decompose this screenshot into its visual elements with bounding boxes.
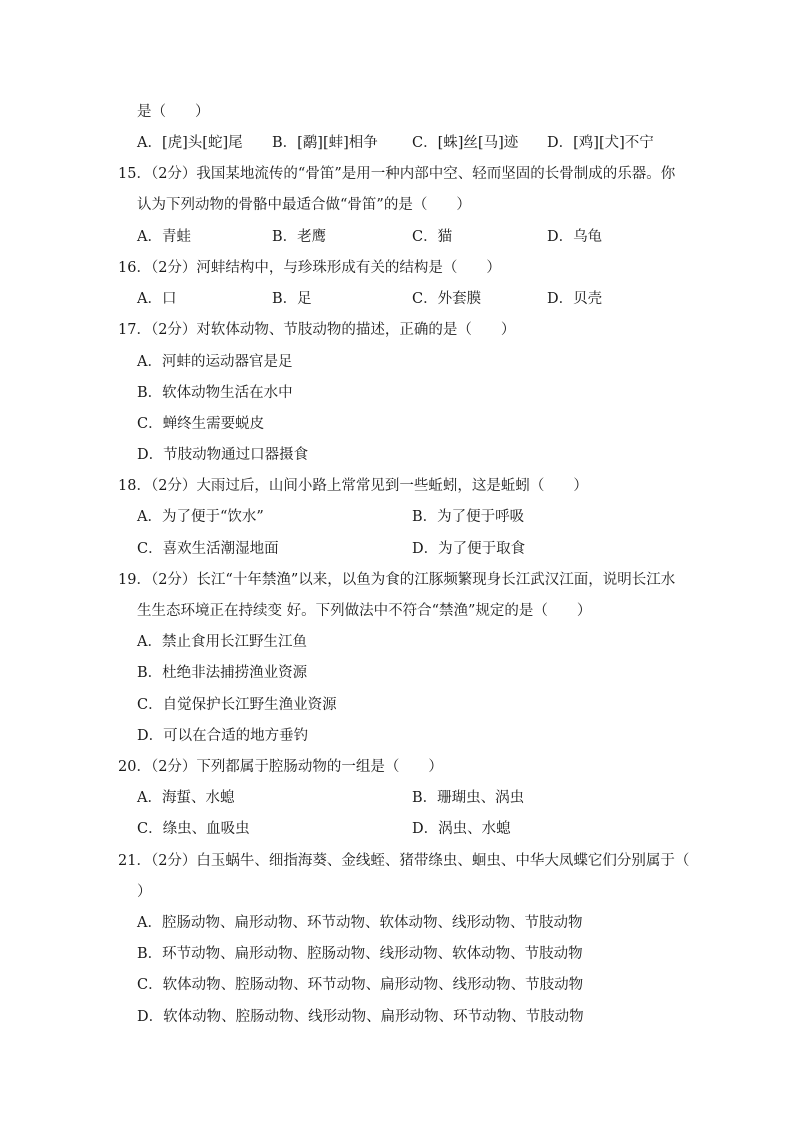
q18-option-c: C．喜欢生活潮湿地面 <box>137 541 279 557</box>
q20-option-c: C．绦虫、血吸虫 <box>137 821 250 837</box>
q14-option-a: A．[虎]头[蛇]尾 <box>137 135 243 151</box>
question-15-line-1: 15．（2分）我国某地流传的“骨笛”是用一种内部中空、轻而坚固的长骨制成的乐器。你 <box>118 166 676 182</box>
q17-option-d: D．节肢动物通过口器摄食 <box>137 447 309 463</box>
question-21-line-1: 21．（2分）白玉蜗牛、细指海葵、金线蛭、猪带绦虫、蛔虫、中华大凤蝶它们分别属于（ <box>118 853 690 869</box>
q17-option-b: B．软体动物生活在水中 <box>137 385 293 401</box>
question-19-line-1: 19．（2分）长江“十年禁渔”以来，以鱼为食的江豚频繁现身长江武汉江面，说明长江水 <box>118 572 676 588</box>
q15-option-c: C．猫 <box>412 229 453 245</box>
q19-option-a: A．禁止食用长江野生江鱼 <box>137 634 307 650</box>
q19-option-c: C．自觉保护长江野生渔业资源 <box>137 697 337 713</box>
q15-option-a: A．青蛙 <box>137 229 191 245</box>
q20-option-d: D．涡虫、水螅 <box>412 821 511 837</box>
q16-option-c: C．外套膜 <box>412 291 482 307</box>
question-16-line-1: 16．（2分）河蚌结构中，与珍珠形成有关的结构是（ ） <box>118 260 501 276</box>
q20-option-b: B．珊瑚虫、涡虫 <box>412 790 525 806</box>
q19-option-b: B．杜绝非法捕捞渔业资源 <box>137 665 308 681</box>
q15-option-b: B．老鹰 <box>272 229 327 245</box>
question-21-line-2: ） <box>137 884 152 900</box>
q18-option-d: D．为了便于取食 <box>412 541 526 557</box>
question-17-line-1: 17．（2分）对软体动物、节肢动物的描述，正确的是（ ） <box>118 322 516 338</box>
q21-option-c: C．软体动物、腔肠动物、环节动物、扁形动物、线形动物、节肢动物 <box>137 977 584 993</box>
q15-option-d: D．乌龟 <box>547 229 603 245</box>
q19-option-d: D．可以在合适的地方垂钓 <box>137 728 309 744</box>
q18-option-b: B．为了便于呼吸 <box>412 509 525 525</box>
question-14-stem-end: 是（ ） <box>137 104 210 120</box>
q20-option-a: A．海蜇、水螅 <box>137 790 235 806</box>
q14-option-b: B．[鹬][蚌]相争 <box>272 135 378 151</box>
q21-option-a: A．腔肠动物、扁形动物、环节动物、软体动物、线形动物、节肢动物 <box>137 915 583 931</box>
q16-option-a: A．口 <box>137 291 177 307</box>
q16-option-d: D．贝壳 <box>547 291 603 307</box>
question-15-line-2: 认为下列动物的骨骼中最适合做“骨笛”的是（ ） <box>137 197 471 213</box>
q21-option-b: B．环节动物、扁形动物、腔肠动物、线形动物、软体动物、节肢动物 <box>137 946 583 962</box>
question-19-line-2: 生生态环境正在持续变 好。下列做法中不符合“禁渔”规定的是（ ） <box>137 603 592 619</box>
q14-option-c: C．[蛛]丝[马]迹 <box>412 135 519 151</box>
q17-option-a: A．河蚌的运动器官是足 <box>137 354 293 370</box>
question-18-line-1: 18．（2分）大雨过后，山间小路上常常见到一些蚯蚓，这是蚯蚓（ ） <box>118 478 588 494</box>
q17-option-c: C．蝉终生需要蜕皮 <box>137 416 265 432</box>
q18-option-a: A．为了便于“饮水” <box>137 509 264 525</box>
question-20-line-1: 20．（2分）下列都属于腔肠动物的一组是（ ） <box>118 759 443 775</box>
q14-option-d: D．[鸡][犬]不宁 <box>547 135 654 151</box>
q16-option-b: B．足 <box>272 291 312 307</box>
q21-option-d: D．软体动物、腔肠动物、线形动物、扁形动物、环节动物、节肢动物 <box>137 1009 584 1025</box>
